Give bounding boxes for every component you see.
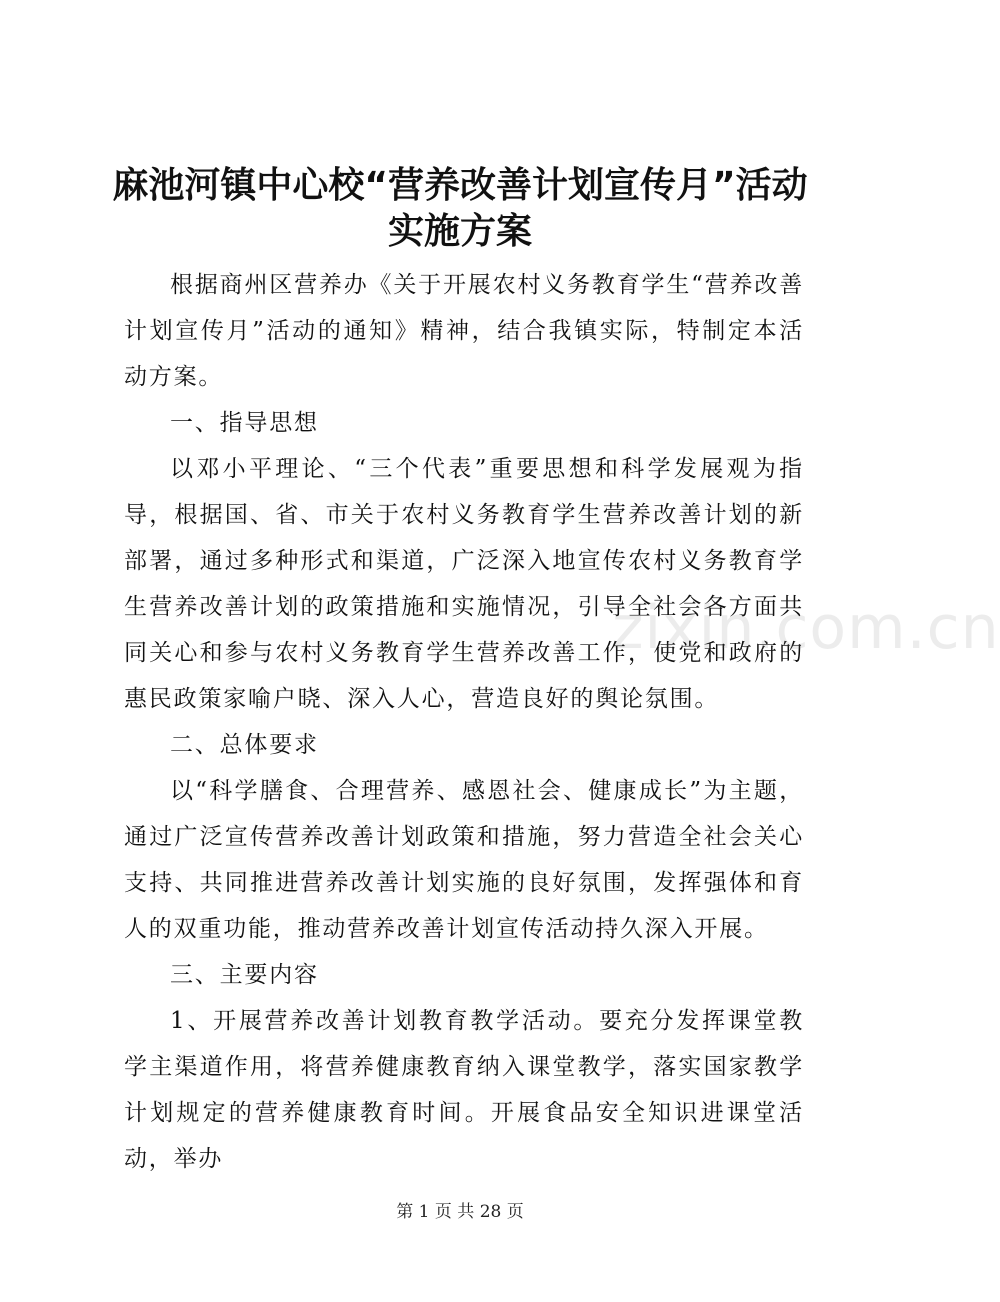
main-content-paragraph-1: 1、开展营养改善计划教育教学活动。要充分发挥课堂教学主渠道作用，将营养健康教育纳入课堂教学，落实国家教学计划规定的营养健康教育时间。开展食品安全知识进课堂活动，举办: [124, 1008, 804, 1172]
intro-paragraph: 根据商州区营养办《关于开展农村义务教育学生“营养改善计划宣传月”活动的通知》精神，结合我镇实际，特制定本活动方案。: [124, 272, 804, 390]
page-footer: 第 1 页 共 28 页: [396, 1202, 524, 1222]
watermark: zixin.com.cn: [612, 593, 1000, 663]
document-title-line-2: 实施方案: [387, 211, 532, 252]
section-heading-general-requirements: 二、总体要求: [170, 732, 319, 758]
section-heading-guiding-thought: 一、指导思想: [170, 410, 319, 436]
document-title-line-1: 麻池河镇中心校“营养改善计划宣传月”活动: [112, 165, 808, 206]
section-heading-main-content: 三、主要内容: [170, 962, 319, 988]
guiding-thought-paragraph: 以邓小平理论、“三个代表”重要思想和科学发展观为指导，根据国、省、市关于农村义务教育学生营养改善计划的新部署，通过多种形式和渠道，广泛深入地宣传农村义务教育学生营养改善计划的政策措施和实施情况，引导全社会各方面共同关心和参与农村义务教育学生营养改善工作，使党和政府的惠民政策家喻户晓、深入人心，营造良好的舆论氛围。: [124, 456, 804, 712]
general-requirements-paragraph: 以“科学膳食、合理营养、感恩社会、健康成长”为主题，通过广泛宣传营养改善计划政策和措施，努力营造全社会关心支持、共同推进营养改善计划实施的良好氛围，发挥强体和育人的双重功能，推动营养改善计划宣传活动持久深入开展。: [124, 778, 804, 942]
document-body: [124, 262, 804, 1182]
